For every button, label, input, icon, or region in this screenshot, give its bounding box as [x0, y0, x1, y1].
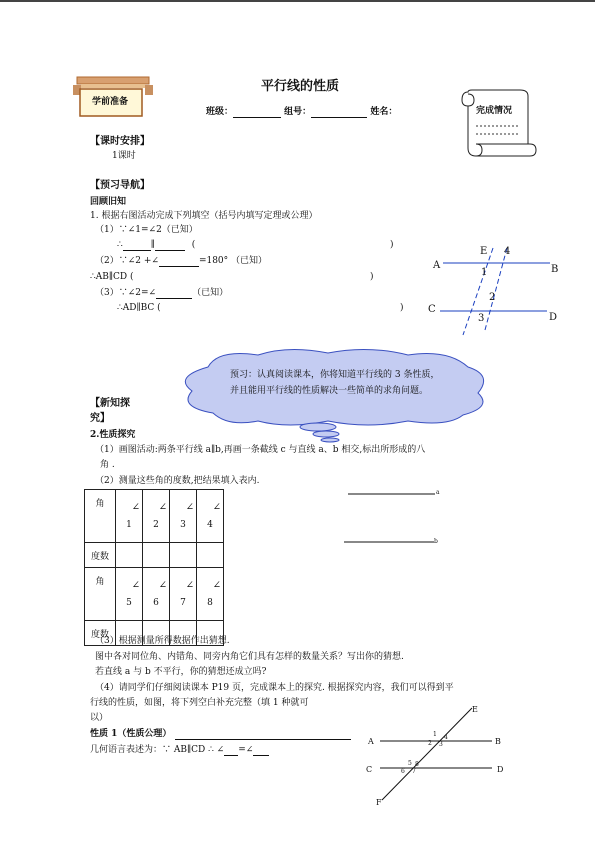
completion-scroll	[458, 86, 538, 162]
fig2-label-5: 5	[408, 760, 412, 767]
heading-new-b: 究】	[90, 413, 110, 424]
q2-text-a: （2）∵∠2 +∠	[95, 256, 159, 266]
fig2-label-6: 6	[401, 768, 405, 775]
angle-blank-1[interactable]	[224, 745, 238, 756]
table-cell: ∠ 8	[197, 568, 224, 621]
question-1: 1. 根据右图活动完成下列填空（括号内填写定理或公理）	[90, 211, 318, 221]
table-cell: ∠ 5	[116, 568, 143, 621]
fig1-label-B: B	[551, 264, 559, 275]
parallel-symbol: ∥	[150, 240, 155, 250]
cloud-text-2: 并且能用平行线的性质解决一些简单的求角问题。	[230, 386, 429, 396]
property-1-label	[90, 729, 351, 740]
blank-3[interactable]	[159, 256, 199, 267]
table-cell-degree-label: 度数	[85, 543, 116, 568]
fig1-label-C: C	[428, 304, 436, 315]
q1-line4: ∴AB∥CD (	[90, 272, 134, 282]
fig-label-b: b	[434, 538, 438, 545]
table-row	[85, 568, 224, 621]
figure-parallel-lines-2	[360, 700, 530, 810]
property-1-text: 性质 1（性质公理）	[90, 729, 172, 739]
review-subheading: 回顾旧知	[90, 197, 127, 207]
fig2-label-7: 7	[412, 768, 416, 775]
read-book-b: 行线的性质，如图，将下列空白补充完整（填 1 种就可	[90, 698, 309, 708]
class-blank[interactable]	[233, 107, 281, 118]
fig2-label-D: D	[497, 765, 504, 774]
read-book-a: （4）请同学们仔细阅读课本 P19 页，完成课本上的探究. 根据探究内容，我们可以得到平	[95, 683, 454, 693]
q1-line4-close: )	[370, 272, 374, 282]
figure-parallel-lines-1	[425, 240, 565, 340]
q1-line6: ∴AD∥BC (	[117, 303, 161, 313]
q1-line1: （1）∵∠1=∠2（已知）	[95, 225, 198, 235]
fig2-label-8: 8	[415, 761, 419, 768]
table-cell-angle-label: 角	[85, 490, 116, 543]
table-input-cell[interactable]	[116, 543, 143, 568]
cloud-text-1: 预习：认真阅读课本，你将知道平行线的 3 条性质，	[230, 370, 440, 380]
table-cell: ∠ 7	[170, 568, 197, 621]
table-cell: ∠ 4	[197, 490, 224, 543]
group-blank[interactable]	[311, 107, 367, 118]
table-row	[85, 543, 224, 568]
fig2-label-C: C	[366, 765, 373, 774]
schedule-text: 1课时	[112, 151, 136, 161]
table-cell: ∠ 6	[143, 568, 170, 621]
scroll-icon	[458, 86, 538, 162]
fig1-label-E: E	[480, 246, 488, 257]
figure-2-lines	[360, 700, 530, 810]
geometry-text-a: 几何语言表述为：∵ AB∥CD ∴ ∠	[90, 745, 225, 755]
read-book-c: 以）	[90, 713, 109, 723]
fig2-label-E: E	[472, 705, 478, 714]
table-input-cell[interactable]	[197, 543, 224, 568]
figure-1-lines	[425, 240, 565, 340]
table-cell-angle-label: 角	[85, 568, 116, 621]
fig2-label-B: B	[495, 737, 501, 746]
group-label-text: 组号：	[284, 107, 312, 117]
q1-line2-close: )	[390, 240, 394, 250]
fig2-label-1: 1	[433, 731, 437, 738]
blank-4[interactable]	[156, 288, 192, 299]
fig2-label-3: 3	[439, 741, 443, 748]
therefore-symbol: ∴	[117, 240, 123, 250]
class-label	[206, 107, 397, 118]
fig1-label-2: 2	[489, 292, 496, 303]
table-row	[85, 490, 224, 543]
badge-label: 学前准备	[92, 97, 129, 107]
heading-schedule: 【课时安排】	[90, 136, 150, 147]
blank-2[interactable]	[155, 240, 185, 251]
table-cell: ∠ 2	[143, 490, 170, 543]
q2-text-b: =180° （已知）	[198, 256, 268, 266]
fig2-label-F: F	[376, 798, 382, 807]
q1-line3	[95, 256, 267, 267]
fig1-label-3: 3	[478, 313, 485, 324]
table-input-cell[interactable]	[170, 543, 197, 568]
paren-open: (	[191, 240, 196, 250]
fig1-label-4: 4	[504, 246, 511, 257]
badge-left	[73, 75, 157, 121]
activity-2: （2）测量这些角的度数,把结果填入表内.	[95, 476, 260, 486]
angle-blank-2[interactable]	[253, 745, 269, 756]
page-title: 平行线的性质	[261, 79, 340, 94]
fig2-label-4: 4	[444, 734, 448, 741]
conjecture-heading: （3）根据测量所得数据作出猜想.	[95, 636, 230, 646]
fig1-label-D: D	[549, 312, 558, 323]
property-1-blank[interactable]	[175, 729, 351, 740]
table-cell-degree-label: 度数	[85, 621, 116, 646]
q1-line5	[95, 288, 228, 299]
geometry-statement	[90, 745, 269, 756]
activity-1b: 角 .	[100, 460, 115, 470]
activity-1a: （1）画图活动:两条平行线 a∥b,再画一条截线 c 与直线 a、b 相交,标出所形成的八	[95, 445, 426, 455]
q1-line2	[117, 240, 195, 251]
heading-new-a: 【新知探	[90, 398, 130, 409]
conjecture-q2: 若直线 a 与 b 不平行，你的猜想还成立吗?	[95, 667, 267, 677]
scroll-label: 完成情况	[476, 106, 513, 116]
table-cell: ∠ 1	[116, 490, 143, 543]
table-cell: ∠ 3	[170, 490, 197, 543]
conjecture-q1: 图中各对同位角、内错角、同旁内角它们具有怎样的数量关系？写出你的猜想.	[95, 652, 404, 662]
q3-text-a: （3）∵∠2=∠	[95, 288, 157, 298]
fig1-label-A: A	[433, 260, 441, 271]
angle-table	[84, 489, 224, 646]
property-explore: 2.性质探究	[90, 430, 136, 440]
fig-label-a: a	[436, 489, 440, 496]
q3-text-b: （已知）	[192, 288, 229, 298]
fig2-label-A: A	[368, 737, 374, 746]
table-input-cell[interactable]	[143, 543, 170, 568]
preview-cloud	[168, 345, 498, 445]
heading-preview: 【预习导航】	[90, 180, 150, 191]
class-label-text: 班级：	[206, 107, 234, 117]
blank-1[interactable]	[123, 240, 151, 251]
q1-line6-close: )	[400, 303, 404, 313]
top-border	[0, 0, 595, 2]
figure-ab	[340, 488, 450, 548]
name-label-text: 姓名：	[370, 107, 398, 117]
fig2-label-2: 2	[428, 740, 432, 747]
fig1-label-1: 1	[481, 267, 488, 278]
geometry-text-b: =∠	[238, 745, 254, 755]
